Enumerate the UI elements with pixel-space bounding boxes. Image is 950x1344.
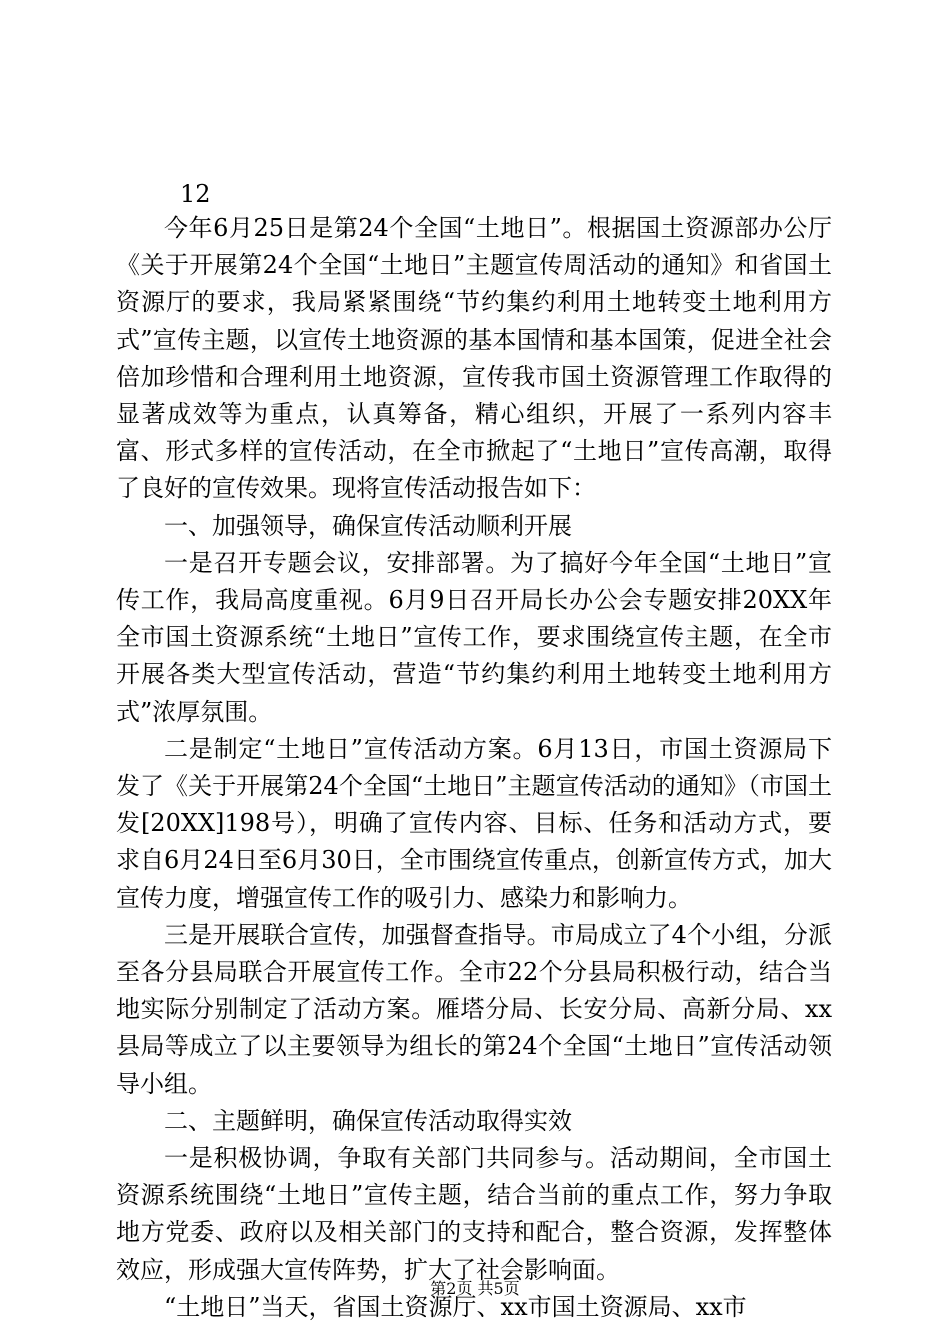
heading-section-1: 一、加强领导，确保宣传活动顺利开展 xyxy=(164,511,572,540)
paragraph-item-2: 二是制定“土地日”宣传活动方案。6月13日，市国土资源局下发了《关于开展第24个全国“土地日”主题宣传活动的通知》（市国土发[20XX]198号），明确了宣传内容、目标、任务和活动方式，要求自6月24日至6月30日，全市围绕宣传重点，创新宣传方式，加大宣传力度，增强宣传工作的吸引力、感染力和影响力。 xyxy=(116,734,832,912)
paragraph-item-1: 一是召开专题会议，安排部署。为了搞好今年全国“土地日”宣传工作，我局高度重视。6月9日召开局长办公会专题安排20XX年全市国土资源系统“土地日”宣传工作，要求围绕宣传主题，在全市开展各类大型宣传活动，营造“节约集约利用土地转变土地利用方式”浓厚氛围。 xyxy=(116,548,832,726)
paragraph-item-5: “土地日”当天，省国土资源厅、xx市国土资源局、xx市 xyxy=(164,1292,747,1321)
page-footer: 第2页 共5页 xyxy=(430,1279,520,1298)
paragraph-item-4: 一是积极协调，争取有关部门共同参与。活动期间，全市国土资源系统围绕“土地日”宣传主题，结合当前的重点工作，努力争取地方党委、政府以及相关部门的支持和配合，整合资源，发挥整体效应，形成强大宣传阵势，扩大了社会影响面。 xyxy=(116,1144,832,1284)
section-number: 12 xyxy=(180,180,211,208)
document-body xyxy=(116,210,832,1326)
paragraph-item-3: 三是开展联合宣传，加强督查指导。市局成立了4个小组，分派至各分县局联合开展宣传工作。全市22个分县局积极行动，结合当地实际分别制定了活动方案。雁塔分局、长安分局、高新分局、xx县局等成立了以主要领导为组长的第24个全国“土地日”宣传活动领导小组。 xyxy=(116,920,832,1098)
paragraph-intro: 今年6月25日是第24个全国“土地日”。根据国土资源部办公厅《关于开展第24个全国“土地日”主题宣传周活动的通知》和省国土资源厅的要求，我局紧紧围绕“节约集约利用土地转变土地利用方式”宣传主题，以宣传土地资源的基本国情和基本国策，促进全社会倍加珍惜和合理利用土地资源，宣传我市国土资源管理工作取得的显著成效等为重点，认真筹备，精心组织，开展了一系列内容丰富、形式多样的宣传活动，在全市掀起了“土地日”宣传高潮，取得了良好的宣传效果。现将宣传活动报告如下： xyxy=(116,214,832,503)
heading-section-2: 二、主题鲜明，确保宣传活动取得实效 xyxy=(164,1106,572,1135)
